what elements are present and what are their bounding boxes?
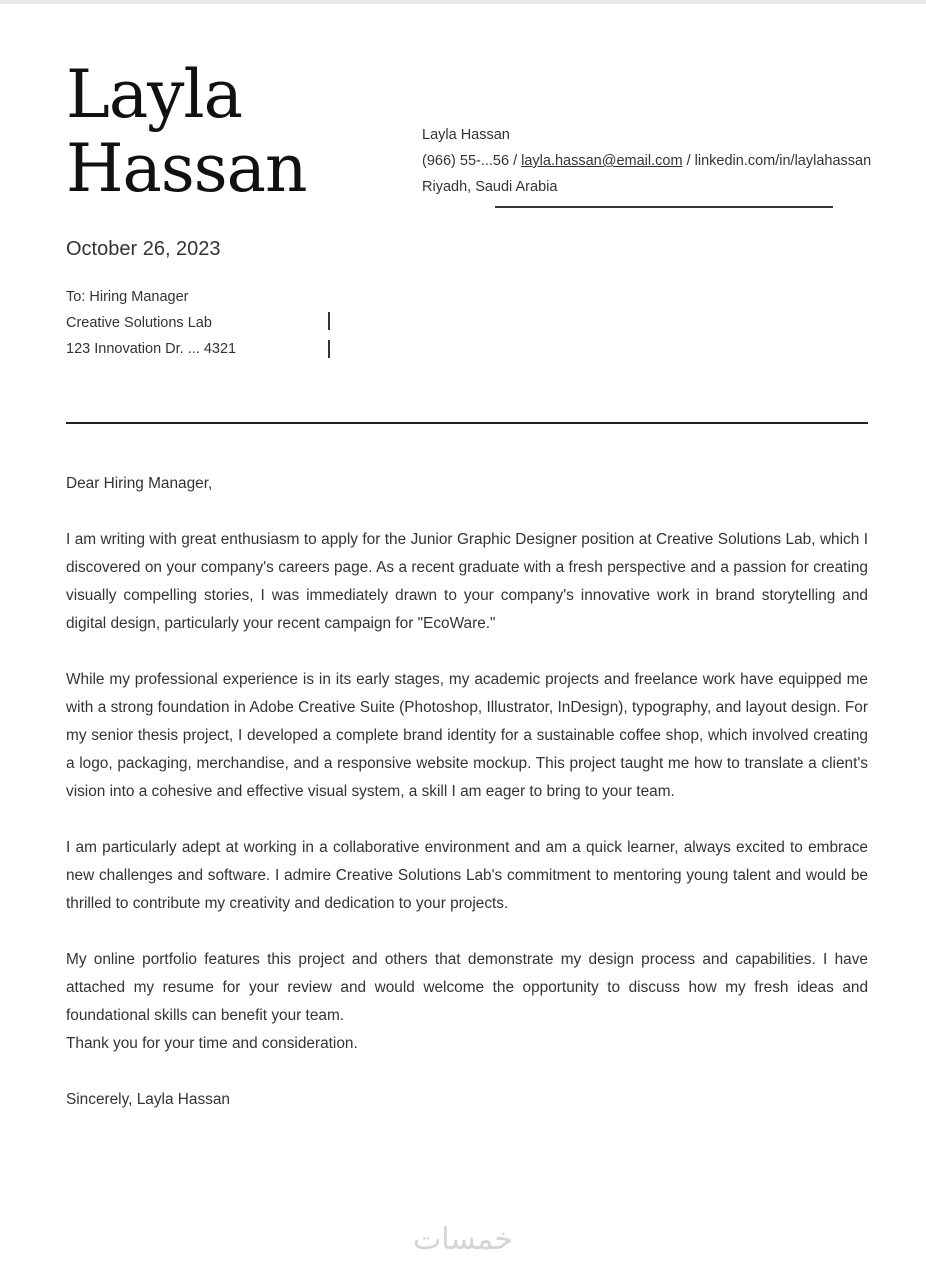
recipient-company: Creative Solutions Lab [66, 315, 212, 331]
header-divider [495, 206, 833, 208]
watermark-logo: خمسات [412, 1222, 514, 1257]
paragraph: My online portfolio features this project and others that demonstrate my design process and capabilities. I have attached my resume for your review and would welcome the opportunity to discuss how my fresh ideas and foundational skills can benefit your team. [66, 951, 868, 1024]
paragraph: I am writing with great enthusiasm to apply for the Junior Graphic Designer position at Creative Solutions Lab, which I discovered on your company's careers page. As a recent graduate with a fresh perspective and a passion for creating visually compelling stories, I was immediately drawn to your company's innovative work in brand storytelling and digital design, particularly your recent campaign for "EcoWare." [66, 531, 868, 632]
contact-name: Layla Hassan [422, 127, 510, 143]
name-last: Hassan [66, 130, 307, 207]
recipient-address: 123 Innovation Dr. ... 4321 [66, 341, 237, 357]
closing: Sincerely, Layla Hassan [66, 1091, 230, 1108]
recipient-block [66, 284, 236, 362]
paragraph: I am particularly adept at working in a collaborative environment and am a quick learner, always excited to embrace new challenges and software. I admire Creative Solutions Lab's commitment to mentoring young talent and would be thrilled to contribute my creativity and dedication to your projects. [66, 839, 868, 912]
top-bar [0, 0, 926, 4]
letter-body [66, 470, 868, 1142]
contact-line [422, 148, 871, 174]
name-first: Layla [66, 56, 242, 133]
contact-location: Riyadh, Saudi Arabia [422, 179, 558, 195]
thanks-line: Thank you for your time and consideration. [66, 1035, 358, 1052]
salutation: Dear Hiring Manager, [66, 475, 213, 492]
text-cursor-mark [328, 312, 330, 330]
recipient-to: To: Hiring Manager [66, 289, 189, 305]
paragraph: While my professional experience is in its early stages, my academic projects and freelance work have equipped me with a strong foundation in Adobe Creative Suite (Photoshop, Illustrator, InDesign), typography, and layout design. For my senior thesis project, I developed a complete brand identity for a sustainable coffee shop, which involved creating a logo, packaging, merchandise, and a responsive website mockup. This project taught me how to translate a client's vision into a cohesive and effective visual system, a skill I am eager to bring to your team. [66, 671, 868, 800]
letter-date: October 26, 2023 [66, 238, 221, 260]
contact-block [422, 122, 871, 200]
contact-email-link[interactable]: layla.hassan@email.com [521, 153, 683, 169]
applicant-name [66, 58, 307, 206]
contact-phone: (966) 55-...56 / [422, 153, 522, 169]
section-divider [66, 422, 868, 424]
contact-linkedin[interactable]: / linkedin.com/in/laylahassan [682, 153, 872, 169]
text-cursor-mark [328, 340, 330, 358]
